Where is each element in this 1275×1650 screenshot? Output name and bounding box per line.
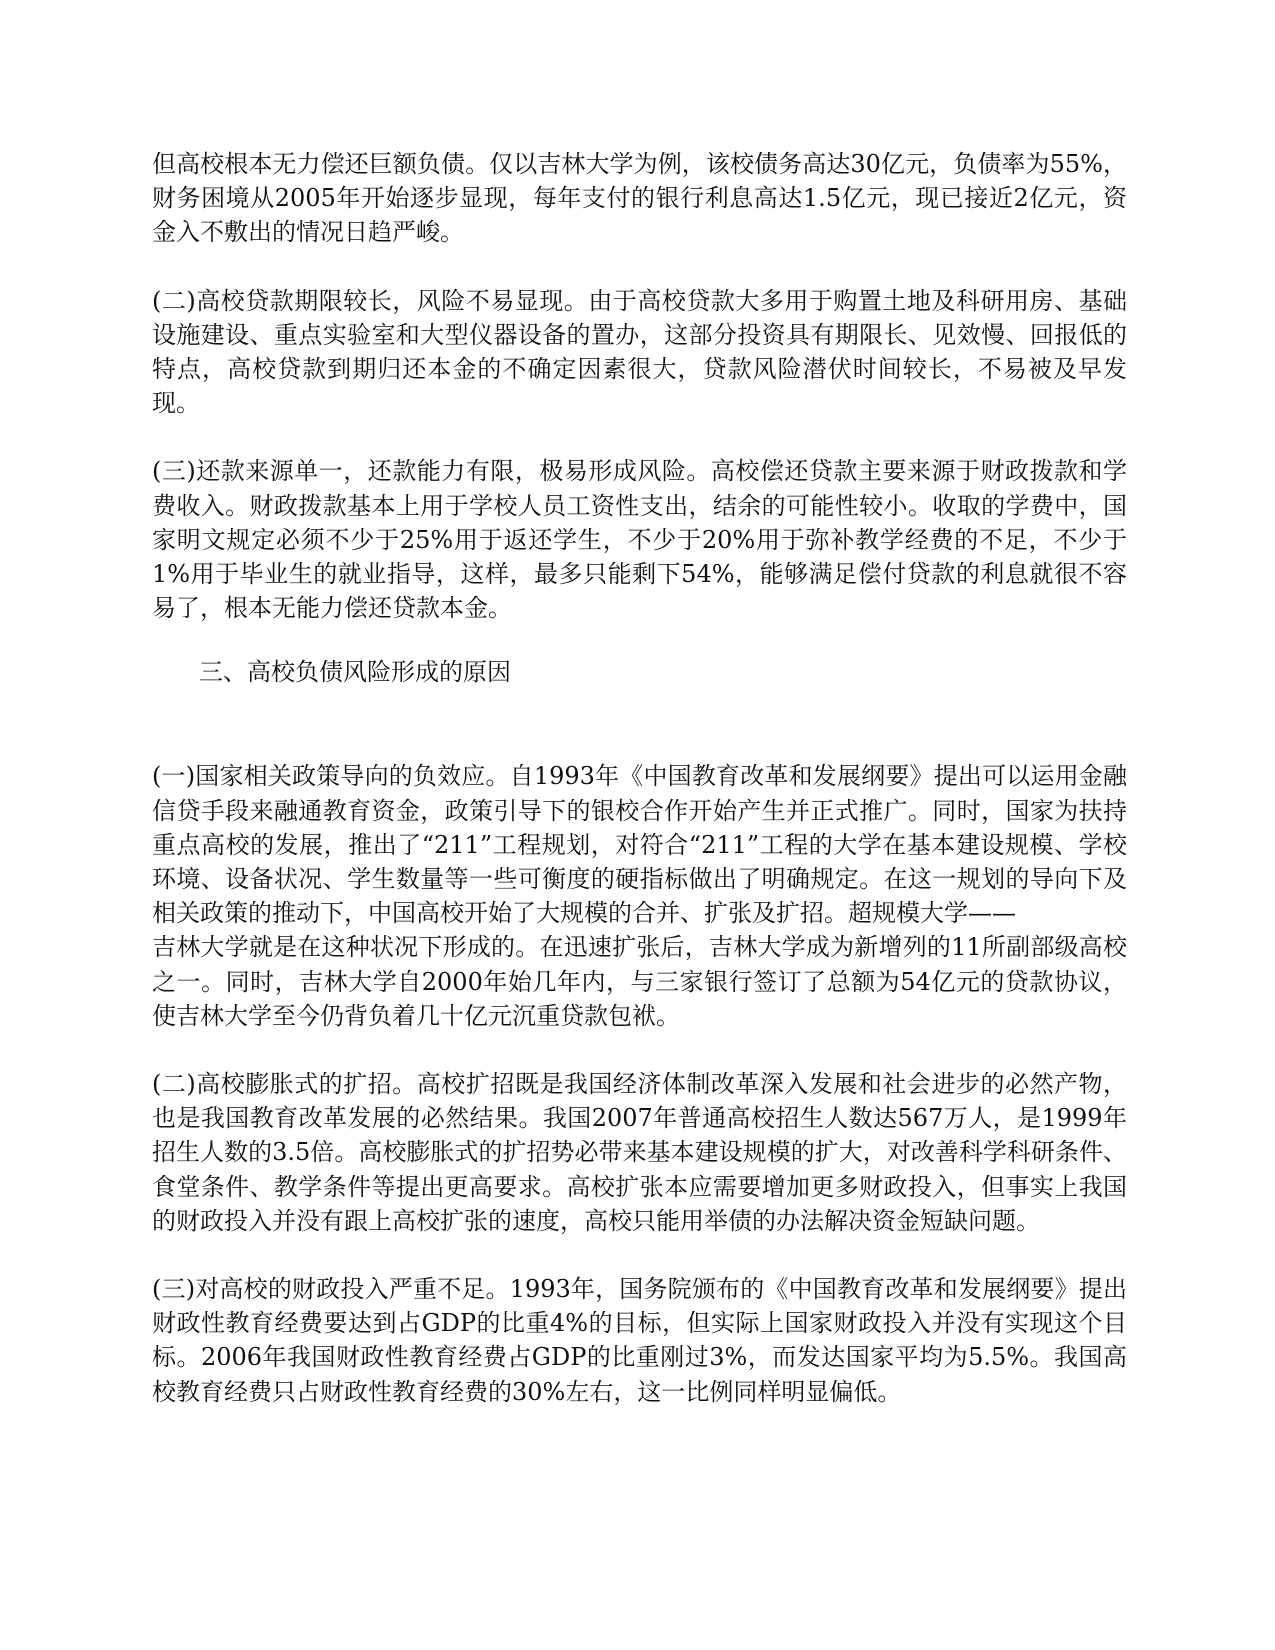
paragraph-debt-jilin: 但高校根本无力偿还巨额负债。仅以吉林大学为例，该校债务高达30亿元，负债率为55%，财务困境从2005年开始逐步显现，每年支付的银行利息高达1.5亿元，现已接近2亿元，资金入不敷出的情况日趋严峻。 [152,150,1127,247]
paragraph-fiscal-input: (三)对高校的财政投入严重不足。1993年，国务院颁布的《中国教育改革和发展纲要》提出财政性教育经费要达到占GDP的比重4%的目标，但实际上国家财政投入并没有实现这个目标。2006年我国财政性教育经费占GDP的比重刚过3%，而发达国家平均为5.5%。我国高校教育经费只占财政性教育经费的30%左右，这一比例同样明显偏低。 [152,1275,1127,1406]
paragraph-repayment-source: (三)还款来源单一，还款能力有限，极易形成风险。高校偿还贷款主要来源于财政拨款和学费收入。财政拨款基本上用于学校人员工资性支出，结余的可能性较小。收取的学费中，国家明文规定必须不少于25%用于返还学生，不少于20%用于弥补教学经费的不足，不少于1%用于毕业生的就业指导，这样，最多只能剩下54%，能够满足偿付贷款的利息就很不容易了，根本无能力偿还贷款本金。 [152,457,1127,623]
section-heading: 三、高校负债风险形成的原因 [199,658,511,687]
paragraph-enrollment-expansion: (二)高校膨胀式的扩招。高校扩招既是我国经济体制改革深入发展和社会进步的必然产物，也是我国教育改革发展的必然结果。我国2007年普通高校招生人数达567万人，是1999年招生人数的3.5倍。高校膨胀式的扩招势必带来基本建设规模的扩大，对改善科学科研条件、食堂条件、教学条件等提出更高要求。高校扩张本应需要增加更多财政投入，但事实上我国的财政投入并没有跟上高校扩张的速度，高校只能用举债的办法解决资金短缺问题。 [152,1070,1127,1235]
paragraph-jilin-expansion: 吉林大学就是在这种状况下形成的。在迅速扩张后，吉林大学成为新增列的11所副部级高校之一。同时，吉林大学自2000年始几年内，与三家银行签订了总额为54亿元的贷款协议，使吉林大学至今仍背负着几十亿元沉重贷款包袱。 [152,933,1127,1030]
paragraph-policy-effect: (一)国家相关政策导向的负效应。自1993年《中国教育改革和发展纲要》提出可以运用金融信贷手段来融通教育资金，政策引导下的银校合作开始产生并正式推广。同时，国家为扶持重点高校的发展，推出了“211”工程规划，对符合“211”工程的大学在基本建设规模、学校环境、设备状况、学生数量等一些可衡度的硬指标做出了明确规定。在这一规划的导向下及相关政策的推动下，中国高校开始了大规模的合并、扩张及扩招。超规模大学—— [152,762,1127,928]
paragraph-gap [152,420,1127,454]
paragraph-loan-term: (二)高校贷款期限较长，风险不易显现。由于高校贷款大多用于购置土地及科研用房、基础设施建设、重点实验室和大型仪器设备的置办，这部分投资具有期限长、见效慢、回报低的特点，高校贷款到期归还本金的不确定因素很大，贷款风险潜伏时间较长，不易被及早发现。 [152,286,1127,418]
paragraph-gap [152,625,1127,655]
paragraph-gap [152,689,1127,759]
document-page [152,147,1127,1409]
paragraph-gap [152,250,1127,284]
paragraph-gap [152,1238,1127,1272]
paragraph-gap [152,1033,1127,1067]
